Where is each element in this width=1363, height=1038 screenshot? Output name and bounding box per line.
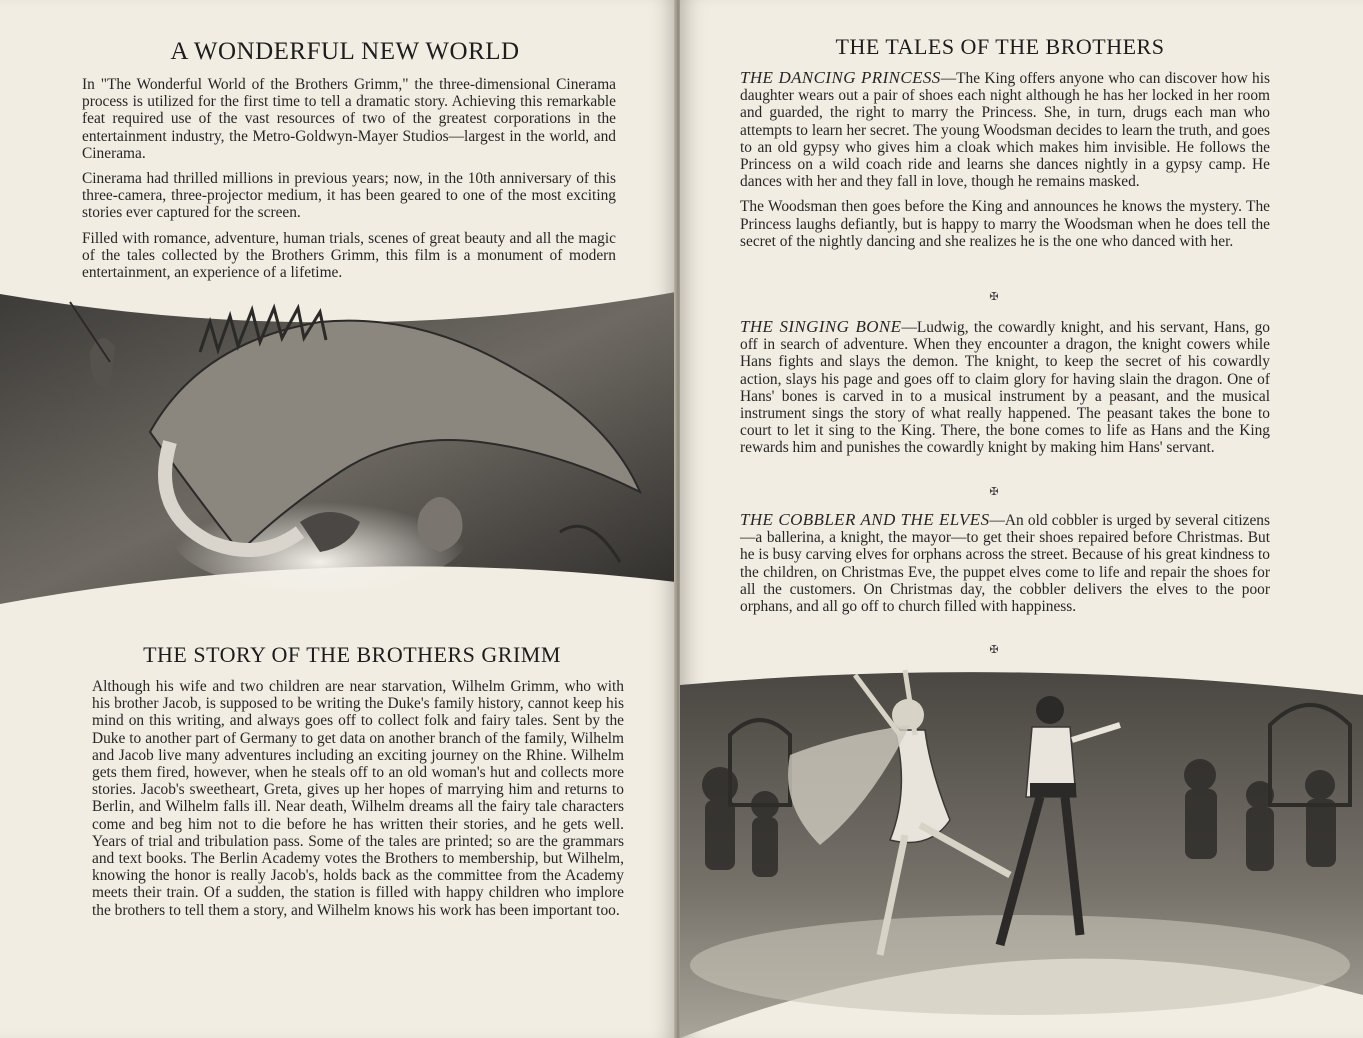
wonderful-paragraph-2: Cinerama had thrilled millions in previous years; now, in the 10th anniversary of this three-camera, three-projector medium, it has been geared to one of the most exciting stories ever captured for the screen. — [82, 170, 616, 222]
tale-1-text-1: —The King offers anyone who can discover how his daughter wears out a pair of shoes each night although he has her locked in her room and guarded, the right to marry the Princess. She, in turn, drugs each man who attempts to learn her secret. The young Woodsman decides to learn the truth, and goes to an old gypsy who gives him a cloak which makes him invisible. He follows the Princess on a wild coach ride and learns she dances nightly in a gypsy camp. He dances with her and they fall in love, though he remains masked. — [740, 70, 1270, 191]
tale-2-name: THE SINGING BONE — [740, 317, 902, 336]
tale-1-name: THE DANCING PRINCESS — [740, 68, 941, 87]
ornament-2: ✠ — [989, 485, 999, 498]
tale-1-paragraph-2: The Woodsman then goes before the King and announces he knows the mystery. The Princess laughs defiantly, but is happy to marry the Woodsman when he does tell the secret of the nightly dancing and she realizes he is the one who danced with her. — [740, 198, 1270, 250]
left-page — [0, 0, 676, 1038]
tale-3-name: THE COBBLER AND THE ELVES — [740, 510, 990, 529]
tale-2-paragraph-1 — [740, 318, 1270, 457]
tales-title: THE TALES OF THE BROTHERS — [835, 34, 1165, 59]
ornament-1: ✠ — [989, 290, 999, 303]
story-title: THE STORY OF THE BROTHERS GRIMM — [143, 642, 561, 667]
dragon-illustration — [0, 282, 676, 622]
tale-dancing-princess — [740, 69, 1270, 250]
tale-3-paragraph-1 — [740, 511, 1270, 615]
tale-cobbler-elves — [740, 511, 1270, 615]
dancing-princess-illustration — [680, 665, 1363, 1038]
tale-1-paragraph-1 — [740, 69, 1270, 190]
wonderful-world-body — [82, 76, 616, 281]
wonderful-world-title: A WONDERFUL NEW WORLD — [170, 38, 520, 65]
tale-3-text-1: —An old cobbler is urged by several citizens—a ballerina, a knight, the mayor—to get their shoes repaired before Christmas. But he is busy carving elves for orphans across the street. Because of his great kindness to the children, on Christmas Eve, the puppet elves come to life and repair the shoes for all the customers. On Christmas day, the cobbler delivers the elves to the poor orphans, and all go off to church filled with happiness. — [740, 512, 1270, 616]
right-page — [680, 0, 1363, 1038]
story-body — [92, 678, 624, 919]
ornament-3: ✠ — [989, 643, 999, 656]
wonderful-paragraph-3: Filled with romance, adventure, human trials, scenes of great beauty and all the magic of the tales collected by the Brothers Grimm, this film is a monument of modern entertainment, an experience of a lifetime. — [82, 229, 616, 282]
tale-singing-bone — [740, 318, 1270, 457]
story-paragraph: Although his wife and two children are near starvation, Wilhelm Grimm, who with his brother Jacob, is supposed to be writing the Duke's family history, cannot keep his mind on this writing, and always goes off to collect folk and fairy tales. Sent by the Duke to another part of Germany to get data on another branch of the family, Wilhelm and Jacob live many adventures including an exciting journey on the Rhine. Wilhelm gets them fired, however, when he steals off to an old woman's hut and collects more stories. Jacob's sweetheart, Greta, gives up her hopes of marrying him and returns to Berlin, and Wilhelm falls ill. Near death, Wilhelm dreams all the fairy tale characters come and beg him not to die before he has written their stories, and he gets well. Years of trial and tribulation pass. Some of the tales are printed; so are the grammars and text books. The Berlin Academy votes the Brothers to membership, but Wilhelm, knowing the honor is really Jacob's, holds back as the committee from the Academy meets their train. Of a sudden, the station is filled with happy children who implore the brothers to tell them a story, and Wilhelm knows his work has been important too. — [92, 678, 624, 919]
wonderful-paragraph-1: In "The Wonderful World of the Brothers Grimm," the three-dimensional Cinerama process is utilized for the first time to tell a dramatic story. Achieving this remarkable feat required use of the vast resources of two of the greatest corporations in the entertainment industry, the Metro-Goldwyn-Mayer Studios—largest in the world, and Cinerama. — [82, 76, 616, 162]
tale-2-text-1: —Ludwig, the cowardly knight, and his servant, Hans, go off in search of adventure. When they encounter a dragon, the knight cowers while Hans fights and slays the demon. The knight, to keep the secret of his cowardly action, slays his page and goes off to claim glory for having slain the dragon. One of Hans' bones is carved in to a musical instrument by a peasant, and the musical instrument sings the story of what really happened. The peasant takes the bone to court to let it sing to the King. There, the bone comes to life as Hans and the King rewards him and punishes the cowardly knight by making him Hans' servant. — [740, 319, 1270, 457]
